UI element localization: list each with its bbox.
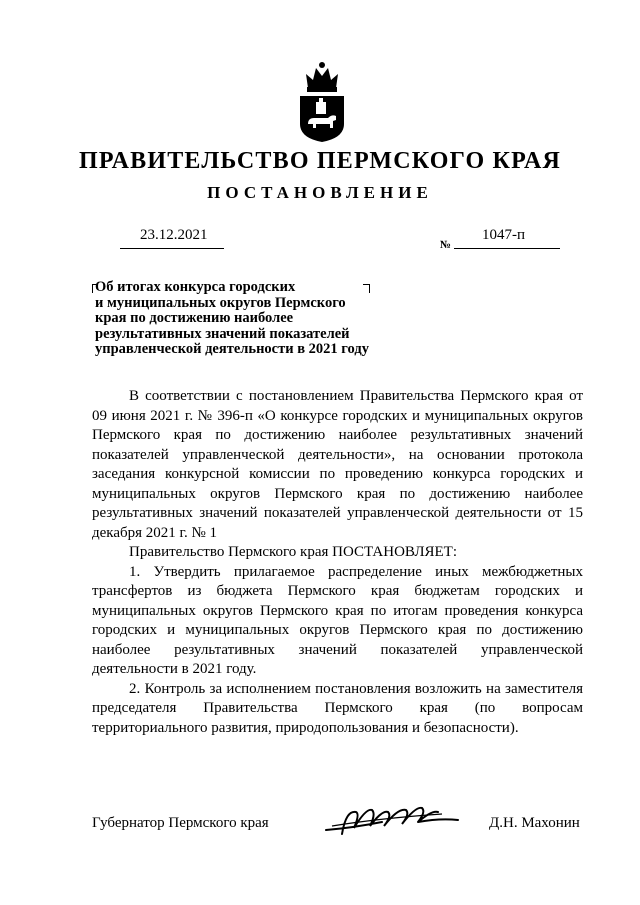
resolution-paragraph: Правительство Пермского края ПОСТАНОВЛЯЕТ: [129,544,458,560]
signer-name: Д.Н. Махонин [489,815,580,831]
date-underline [120,248,224,249]
preamble-paragraph: В соответствии с постановлением Правительства Пермского края от 09 июня 2021 г. № 396-п «О конкурсе городских и муниципальных округов Пермского края по достижению наиболее результативных значений показателей управленческой деятельности», на основании протокола заседания конкурсной комиссии по проведению конкурса городских и муниципальных округов Пермского края по достижению наиболее результативных значений показателей управленческой деятельности от 15 декабря 2021 г. № 1 [92,388,583,541]
government-title: ПРАВИТЕЛЬСТВО ПЕРМСКОГО КРАЯ [78,148,562,174]
document-number: 1047-п [482,227,526,243]
subject-line: и муниципальных округов Пермского [95,294,346,311]
clause-2-paragraph: 2. Контроль за исполнением постановления возложить на заместителя председателя Правительства Пермского края (по вопросам территориального развития, природопользования и безопасности). [92,680,583,736]
clause-1-paragraph: 1. Утвердить прилагаемое распределение иных межбюджетных трансфертов из бюджета Пермского края бюджетам городских и муниципальных округов Пермского края по итогам проведения конкурса городских и муниципальных округов Пермского края по достижению наиболее результативных значений показателей управленческой деятельности в 2021 году. [92,563,583,677]
subject-line: результативных значений показателей [95,325,350,342]
document-type: ПОСТАНОВЛЕНИЕ [207,183,433,202]
coat-of-arms-icon [296,58,348,144]
handwritten-signature [322,800,462,840]
subject-line: управленческой деятельности в 2021 году [95,341,369,357]
signer-position: Губернатор Пермского края [92,815,269,831]
number-prefix: № [440,239,452,251]
document-body [92,387,583,738]
subject-line: Об итогах конкурса городских [95,279,296,295]
subject-line: края по достижению наиболее [95,310,294,326]
document-date: 23.12.2021 [140,227,208,243]
number-underline [454,248,560,249]
document-subject [95,280,395,358]
